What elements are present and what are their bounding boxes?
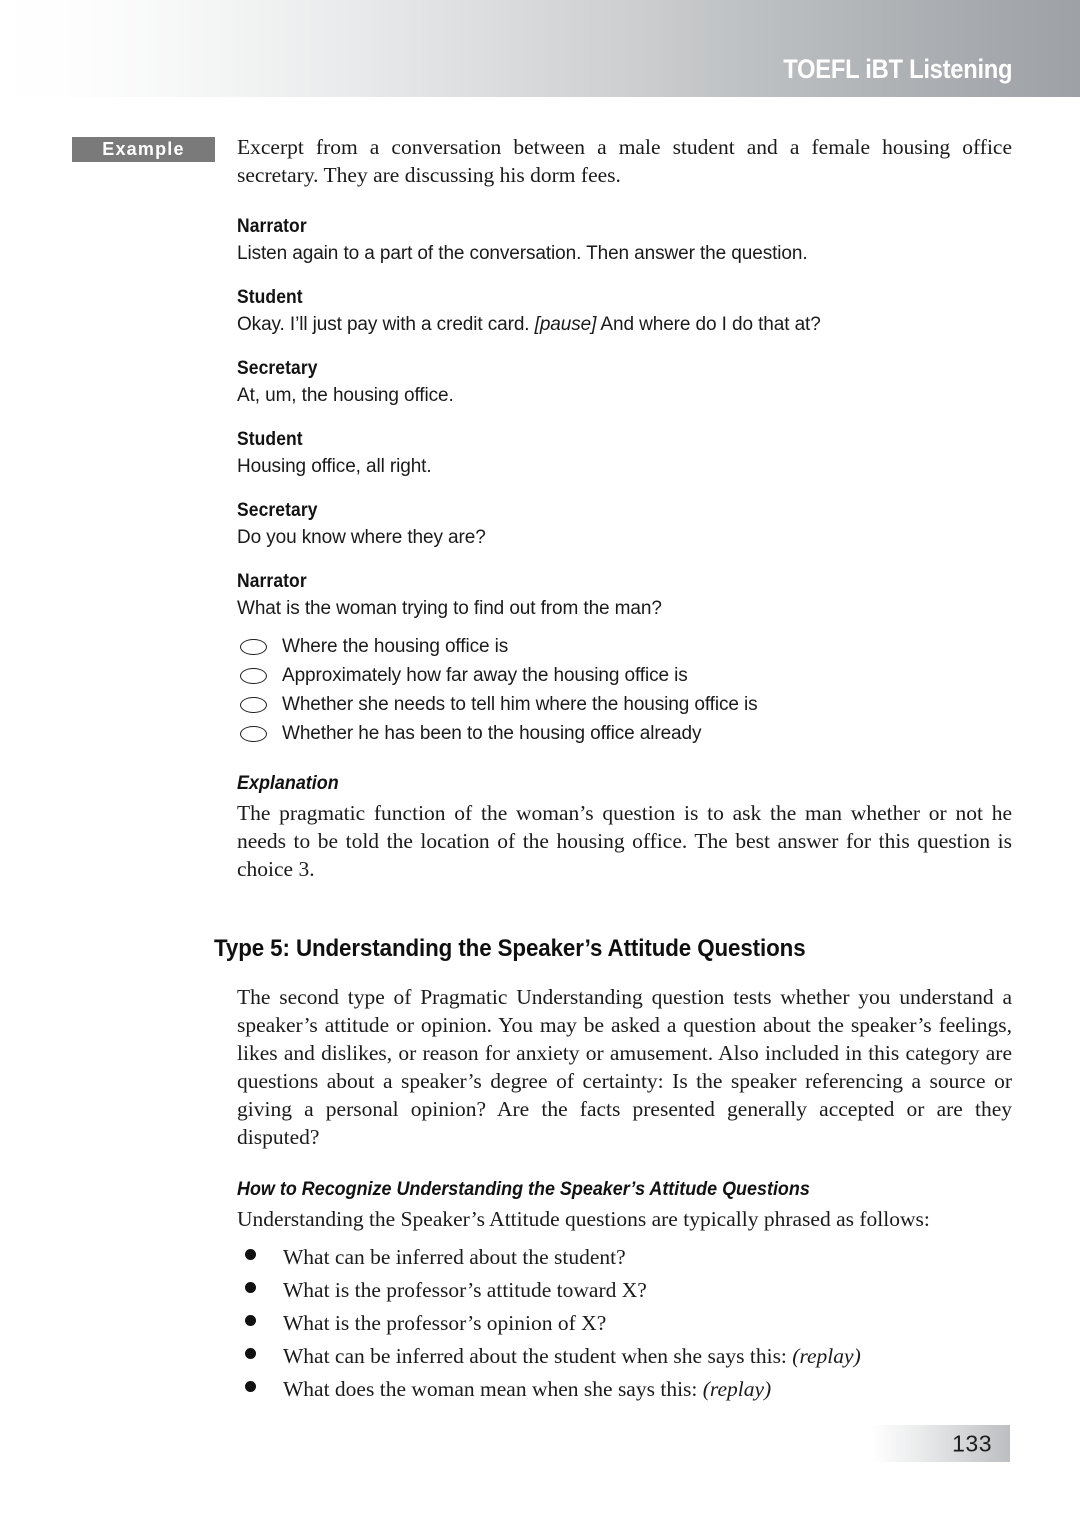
footer-page-number-box — [872, 1425, 1010, 1462]
answer-choice-label: Where the housing office is — [282, 636, 509, 657]
bullet-main-text: What is the professor’s opinion of X? — [283, 1311, 607, 1335]
list-item — [237, 1243, 1012, 1271]
list-item — [237, 1276, 1012, 1304]
example-block — [0, 133, 1080, 883]
bullet-label — [283, 1342, 861, 1370]
speaker-label: Secretary — [237, 358, 318, 379]
list-item — [237, 1375, 1012, 1403]
dialogue-entry-secretary-1 — [237, 358, 1012, 407]
bullet-label — [283, 1375, 771, 1403]
dialogue-entry-student-2 — [237, 429, 1012, 478]
how-to-recognize-lead: Understanding the Speaker’s Attitude questions are typically phrased as follows: — [237, 1207, 930, 1231]
speaker-line: Listen again to a part of the conversation. Then answer the question. — [237, 243, 808, 264]
line-part-before: Okay. I’ll just pay with a credit card. — [237, 314, 535, 335]
speaker-line: Housing office, all right. — [237, 456, 432, 477]
dialogue-entry-secretary-2 — [237, 500, 1012, 549]
question-prompt: What is the woman trying to find out from the man? — [237, 598, 662, 619]
page-number: 133 — [952, 1430, 992, 1456]
type5-section — [0, 935, 1080, 1403]
example-badge: Example — [72, 137, 215, 162]
radio-oval-icon[interactable] — [240, 668, 267, 684]
bullet-dot-icon — [245, 1348, 256, 1359]
example-intro-text: Excerpt from a conversation between a male student and a female housing office secretary. They are discussing his dorm fees. — [237, 135, 1012, 187]
phrasing-bullet-list — [237, 1243, 1012, 1403]
answer-choice-3[interactable] — [237, 694, 1012, 716]
how-to-recognize-block — [237, 1178, 1012, 1403]
bullet-main-text: What does the woman mean when she says this: — [283, 1377, 703, 1401]
radio-oval-icon[interactable] — [240, 726, 267, 742]
explanation-block — [237, 772, 1012, 883]
speaker-label: Narrator — [237, 571, 307, 592]
list-item — [237, 1309, 1012, 1337]
speaker-label: Narrator — [237, 216, 307, 237]
how-to-recognize-heading: How to Recognize Understanding the Speaker’s Attitude Questions — [237, 1178, 810, 1200]
bullet-main-text: What can be inferred about the student when she says this: — [283, 1344, 793, 1368]
list-item — [237, 1342, 1012, 1370]
section-heading: Type 5: Understanding the Speaker’s Attitude Questions — [214, 935, 806, 962]
page-header-band — [0, 0, 1080, 97]
bullet-dot-icon — [245, 1249, 256, 1260]
bullet-label — [283, 1276, 647, 1304]
line-part-after: And where do I do that at? — [596, 314, 821, 335]
answer-choice-1[interactable] — [237, 636, 1012, 658]
answer-choice-list — [237, 636, 1012, 745]
bullet-main-text: What is the professor’s attitude toward X? — [283, 1278, 647, 1302]
answer-choice-2[interactable] — [237, 665, 1012, 687]
radio-oval-icon[interactable] — [240, 697, 267, 713]
answer-choice-4[interactable] — [237, 723, 1012, 745]
explanation-body: The pragmatic function of the woman’s question is to ask the man whether or not he needs to be told the location of the housing office. The best answer for this question is choice 3. — [237, 801, 1012, 881]
pause-cue: [pause] — [534, 314, 597, 335]
dialogue-entry-student-1 — [237, 287, 1012, 336]
section-body-column — [237, 983, 1012, 1403]
bullet-main-text: What can be inferred about the student? — [283, 1245, 626, 1269]
dialogue-entry-narrator-2 — [237, 571, 1012, 620]
speaker-label: Student — [237, 287, 303, 308]
header-title: TOEFL iBT Listening — [782, 54, 1012, 84]
speaker-line: At, um, the housing office. — [237, 385, 454, 406]
speaker-label: Student — [237, 429, 303, 450]
speaker-line — [237, 314, 1012, 336]
answer-choice-label: Whether she needs to tell him where the housing office is — [282, 694, 758, 715]
answer-choice-label: Approximately how far away the housing office is — [282, 665, 688, 686]
speaker-line: Do you know where they are? — [237, 527, 486, 548]
example-intro-column — [237, 133, 1012, 883]
speaker-label: Secretary — [237, 500, 318, 521]
bullet-label — [283, 1243, 626, 1271]
bullet-dot-icon — [245, 1381, 256, 1392]
page-content — [0, 97, 1080, 1408]
radio-oval-icon[interactable] — [240, 639, 267, 655]
replay-cue: (replay) — [792, 1344, 861, 1368]
replay-cue: (replay) — [702, 1377, 772, 1401]
dialogue-entry-narrator-1 — [237, 216, 1012, 265]
answer-choice-label: Whether he has been to the housing office already — [282, 723, 702, 744]
bullet-label — [283, 1309, 606, 1337]
explanation-heading: Explanation — [237, 772, 339, 794]
bullet-dot-icon — [245, 1282, 256, 1293]
dialogue-transcript — [237, 216, 1012, 620]
section-paragraph: The second type of Pragmatic Understanding question tests whether you understand a speaker’s attitude or opinion. You may be asked a question about the speaker’s feelings, likes and dislikes, or reason for anxiety or amusement. Also included in this category are questions about a speaker’s degree of certainty: Is the speaker referencing a source or giving a personal opinion? Are the facts presented generally accepted or are they disputed? — [237, 985, 1012, 1149]
bullet-dot-icon — [245, 1315, 256, 1326]
